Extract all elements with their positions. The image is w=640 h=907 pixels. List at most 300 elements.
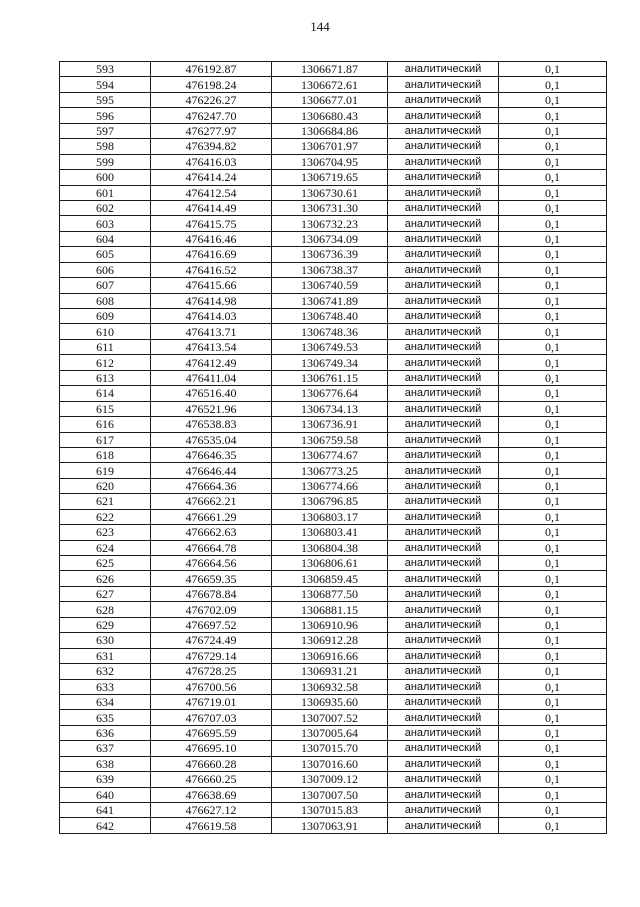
- precision-cell: 0,1: [499, 586, 607, 601]
- method-cell: аналитический: [388, 633, 499, 648]
- coord-x-cell: 476724.49: [151, 633, 272, 648]
- precision-cell: 0,1: [499, 309, 607, 324]
- coord-y-cell: 1306759.58: [272, 432, 388, 447]
- method-cell: аналитический: [388, 803, 499, 818]
- point-number-cell: 595: [60, 92, 151, 107]
- coord-x-cell: 476664.36: [151, 478, 272, 493]
- method-cell: аналитический: [388, 725, 499, 740]
- method-cell: аналитический: [388, 617, 499, 632]
- coord-x-cell: 476646.35: [151, 447, 272, 462]
- method-cell: аналитический: [388, 77, 499, 92]
- table-row: [60, 540, 607, 555]
- coord-y-cell: 1306684.86: [272, 123, 388, 138]
- method-cell: аналитический: [388, 324, 499, 339]
- precision-cell: 0,1: [499, 139, 607, 154]
- method-cell: аналитический: [388, 293, 499, 308]
- coord-x-cell: 476659.35: [151, 571, 272, 586]
- point-number-cell: 636: [60, 725, 151, 740]
- coord-y-cell: 1306738.37: [272, 262, 388, 277]
- coord-y-cell: 1306719.65: [272, 170, 388, 185]
- precision-cell: 0,1: [499, 571, 607, 586]
- coord-x-cell: 476662.63: [151, 525, 272, 540]
- point-number-cell: 616: [60, 417, 151, 432]
- method-cell: аналитический: [388, 494, 499, 509]
- precision-cell: 0,1: [499, 170, 607, 185]
- coord-x-cell: 476198.24: [151, 77, 272, 92]
- method-cell: аналитический: [388, 509, 499, 524]
- coord-x-cell: 476662.21: [151, 494, 272, 509]
- point-number-cell: 603: [60, 216, 151, 231]
- coord-x-cell: 476664.56: [151, 556, 272, 571]
- point-number-cell: 598: [60, 139, 151, 154]
- precision-cell: 0,1: [499, 725, 607, 740]
- precision-cell: 0,1: [499, 447, 607, 462]
- table-row: [60, 463, 607, 478]
- coord-y-cell: 1306748.36: [272, 324, 388, 339]
- method-cell: аналитический: [388, 432, 499, 447]
- table-row: [60, 339, 607, 354]
- point-number-cell: 624: [60, 540, 151, 555]
- point-number-cell: 601: [60, 185, 151, 200]
- table-row: [60, 370, 607, 385]
- precision-cell: 0,1: [499, 339, 607, 354]
- method-cell: аналитический: [388, 694, 499, 709]
- precision-cell: 0,1: [499, 648, 607, 663]
- coord-y-cell: 1307016.60: [272, 756, 388, 771]
- coord-x-cell: 476414.49: [151, 200, 272, 215]
- precision-cell: 0,1: [499, 664, 607, 679]
- coord-x-cell: 476646.44: [151, 463, 272, 478]
- method-cell: аналитический: [388, 231, 499, 246]
- point-number-cell: 596: [60, 108, 151, 123]
- coord-x-cell: 476414.98: [151, 293, 272, 308]
- coord-y-cell: 1306671.87: [272, 62, 388, 77]
- coord-y-cell: 1306748.40: [272, 309, 388, 324]
- method-cell: аналитический: [388, 540, 499, 555]
- coord-x-cell: 476414.24: [151, 170, 272, 185]
- table-row: [60, 108, 607, 123]
- coord-y-cell: 1306677.01: [272, 92, 388, 107]
- point-number-cell: 618: [60, 447, 151, 462]
- coord-y-cell: 1306731.30: [272, 200, 388, 215]
- precision-cell: 0,1: [499, 509, 607, 524]
- method-cell: аналитический: [388, 710, 499, 725]
- coord-x-cell: 476413.54: [151, 339, 272, 354]
- precision-cell: 0,1: [499, 92, 607, 107]
- table-row: [60, 494, 607, 509]
- table-row: [60, 756, 607, 771]
- point-number-cell: 633: [60, 679, 151, 694]
- method-cell: аналитический: [388, 262, 499, 277]
- table-row: [60, 679, 607, 694]
- coordinates-table: [59, 61, 607, 834]
- precision-cell: 0,1: [499, 803, 607, 818]
- table-row: [60, 803, 607, 818]
- table-row: [60, 772, 607, 787]
- coord-y-cell: 1306740.59: [272, 278, 388, 293]
- method-cell: аналитический: [388, 386, 499, 401]
- point-number-cell: 627: [60, 586, 151, 601]
- method-cell: аналитический: [388, 586, 499, 601]
- coord-x-cell: 476700.56: [151, 679, 272, 694]
- method-cell: аналитический: [388, 772, 499, 787]
- table-row: [60, 231, 607, 246]
- coord-y-cell: 1306761.15: [272, 370, 388, 385]
- coord-y-cell: 1307007.52: [272, 710, 388, 725]
- point-number-cell: 640: [60, 787, 151, 802]
- table-row: [60, 556, 607, 571]
- precision-cell: 0,1: [499, 694, 607, 709]
- table-row: [60, 154, 607, 169]
- coord-x-cell: 476247.70: [151, 108, 272, 123]
- precision-cell: 0,1: [499, 710, 607, 725]
- precision-cell: 0,1: [499, 602, 607, 617]
- point-number-cell: 611: [60, 339, 151, 354]
- table-row: [60, 633, 607, 648]
- table-row: [60, 262, 607, 277]
- precision-cell: 0,1: [499, 77, 607, 92]
- point-number-cell: 642: [60, 818, 151, 833]
- coord-x-cell: 476535.04: [151, 432, 272, 447]
- precision-cell: 0,1: [499, 185, 607, 200]
- precision-cell: 0,1: [499, 216, 607, 231]
- method-cell: аналитический: [388, 787, 499, 802]
- table-row: [60, 386, 607, 401]
- point-number-cell: 599: [60, 154, 151, 169]
- method-cell: аналитический: [388, 818, 499, 833]
- coord-x-cell: 476414.03: [151, 309, 272, 324]
- coord-x-cell: 476412.49: [151, 355, 272, 370]
- table-row: [60, 278, 607, 293]
- method-cell: аналитический: [388, 355, 499, 370]
- coord-y-cell: 1306803.17: [272, 509, 388, 524]
- coord-y-cell: 1306701.97: [272, 139, 388, 154]
- point-number-cell: 637: [60, 741, 151, 756]
- coord-x-cell: 476416.03: [151, 154, 272, 169]
- coord-y-cell: 1306736.91: [272, 417, 388, 432]
- coord-y-cell: 1306806.61: [272, 556, 388, 571]
- point-number-cell: 632: [60, 664, 151, 679]
- coord-y-cell: 1306776.64: [272, 386, 388, 401]
- point-number-cell: 629: [60, 617, 151, 632]
- coord-y-cell: 1306932.58: [272, 679, 388, 694]
- precision-cell: 0,1: [499, 386, 607, 401]
- precision-cell: 0,1: [499, 324, 607, 339]
- coord-x-cell: 476695.10: [151, 741, 272, 756]
- coord-x-cell: 476638.69: [151, 787, 272, 802]
- table-row: [60, 664, 607, 679]
- method-cell: аналитический: [388, 92, 499, 107]
- method-cell: аналитический: [388, 525, 499, 540]
- point-number-cell: 621: [60, 494, 151, 509]
- coord-y-cell: 1306803.41: [272, 525, 388, 540]
- method-cell: аналитический: [388, 139, 499, 154]
- coord-y-cell: 1306912.28: [272, 633, 388, 648]
- coord-x-cell: 476707.03: [151, 710, 272, 725]
- point-number-cell: 597: [60, 123, 151, 138]
- precision-cell: 0,1: [499, 370, 607, 385]
- coord-y-cell: 1306804.38: [272, 540, 388, 555]
- coord-x-cell: 476702.09: [151, 602, 272, 617]
- precision-cell: 0,1: [499, 494, 607, 509]
- coord-y-cell: 1306732.23: [272, 216, 388, 231]
- table-row: [60, 710, 607, 725]
- method-cell: аналитический: [388, 108, 499, 123]
- coord-y-cell: 1306774.66: [272, 478, 388, 493]
- coord-y-cell: 1307015.70: [272, 741, 388, 756]
- coord-x-cell: 476416.52: [151, 262, 272, 277]
- table-row: [60, 123, 607, 138]
- point-number-cell: 593: [60, 62, 151, 77]
- table-row: [60, 293, 607, 308]
- method-cell: аналитический: [388, 247, 499, 262]
- precision-cell: 0,1: [499, 772, 607, 787]
- precision-cell: 0,1: [499, 123, 607, 138]
- coord-y-cell: 1306730.61: [272, 185, 388, 200]
- method-cell: аналитический: [388, 200, 499, 215]
- point-number-cell: 630: [60, 633, 151, 648]
- precision-cell: 0,1: [499, 540, 607, 555]
- precision-cell: 0,1: [499, 417, 607, 432]
- table-row: [60, 787, 607, 802]
- point-number-cell: 609: [60, 309, 151, 324]
- precision-cell: 0,1: [499, 401, 607, 416]
- coord-x-cell: 476516.40: [151, 386, 272, 401]
- precision-cell: 0,1: [499, 818, 607, 833]
- method-cell: аналитический: [388, 278, 499, 293]
- table-row: [60, 200, 607, 215]
- precision-cell: 0,1: [499, 525, 607, 540]
- precision-cell: 0,1: [499, 633, 607, 648]
- page-number: 144: [310, 19, 330, 34]
- precision-cell: 0,1: [499, 247, 607, 262]
- coord-x-cell: 476697.52: [151, 617, 272, 632]
- method-cell: аналитический: [388, 602, 499, 617]
- method-cell: аналитический: [388, 370, 499, 385]
- method-cell: аналитический: [388, 447, 499, 462]
- table-row: [60, 247, 607, 262]
- coord-y-cell: 1306704.95: [272, 154, 388, 169]
- coord-x-cell: 476695.59: [151, 725, 272, 740]
- coord-y-cell: 1306773.25: [272, 463, 388, 478]
- point-number-cell: 614: [60, 386, 151, 401]
- coord-y-cell: 1307015.83: [272, 803, 388, 818]
- coord-x-cell: 476627.12: [151, 803, 272, 818]
- point-number-cell: 608: [60, 293, 151, 308]
- point-number-cell: 613: [60, 370, 151, 385]
- point-number-cell: 639: [60, 772, 151, 787]
- point-number-cell: 620: [60, 478, 151, 493]
- point-number-cell: 604: [60, 231, 151, 246]
- coord-y-cell: 1306749.34: [272, 355, 388, 370]
- coord-x-cell: 476728.25: [151, 664, 272, 679]
- coord-x-cell: 476664.78: [151, 540, 272, 555]
- coord-x-cell: 476660.25: [151, 772, 272, 787]
- coord-x-cell: 476719.01: [151, 694, 272, 709]
- precision-cell: 0,1: [499, 355, 607, 370]
- coord-x-cell: 476415.75: [151, 216, 272, 231]
- coord-x-cell: 476678.84: [151, 586, 272, 601]
- coord-y-cell: 1306734.13: [272, 401, 388, 416]
- coord-x-cell: 476661.29: [151, 509, 272, 524]
- coord-y-cell: 1306931.21: [272, 664, 388, 679]
- precision-cell: 0,1: [499, 200, 607, 215]
- table-row: [60, 725, 607, 740]
- method-cell: аналитический: [388, 216, 499, 231]
- point-number-cell: 617: [60, 432, 151, 447]
- point-number-cell: 615: [60, 401, 151, 416]
- method-cell: аналитический: [388, 648, 499, 663]
- coord-x-cell: 476415.66: [151, 278, 272, 293]
- table-row: [60, 694, 607, 709]
- point-number-cell: 612: [60, 355, 151, 370]
- table-row: [60, 417, 607, 432]
- table-row: [60, 324, 607, 339]
- table-row: [60, 571, 607, 586]
- precision-cell: 0,1: [499, 787, 607, 802]
- point-number-cell: 594: [60, 77, 151, 92]
- precision-cell: 0,1: [499, 62, 607, 77]
- method-cell: аналитический: [388, 170, 499, 185]
- precision-cell: 0,1: [499, 154, 607, 169]
- precision-cell: 0,1: [499, 617, 607, 632]
- point-number-cell: 638: [60, 756, 151, 771]
- coord-x-cell: 476192.87: [151, 62, 272, 77]
- coord-y-cell: 1306680.43: [272, 108, 388, 123]
- point-number-cell: 623: [60, 525, 151, 540]
- method-cell: аналитический: [388, 185, 499, 200]
- point-number-cell: 628: [60, 602, 151, 617]
- coord-x-cell: 476412.54: [151, 185, 272, 200]
- point-number-cell: 600: [60, 170, 151, 185]
- table-row: [60, 170, 607, 185]
- coord-y-cell: 1306774.67: [272, 447, 388, 462]
- method-cell: аналитический: [388, 463, 499, 478]
- coord-x-cell: 476277.97: [151, 123, 272, 138]
- precision-cell: 0,1: [499, 432, 607, 447]
- table-row: [60, 602, 607, 617]
- coord-y-cell: 1307063.91: [272, 818, 388, 833]
- method-cell: аналитический: [388, 571, 499, 586]
- table-row: [60, 92, 607, 107]
- method-cell: аналитический: [388, 679, 499, 694]
- coord-y-cell: 1307009.12: [272, 772, 388, 787]
- coord-x-cell: 476394.82: [151, 139, 272, 154]
- precision-cell: 0,1: [499, 293, 607, 308]
- coord-y-cell: 1306672.61: [272, 77, 388, 92]
- method-cell: аналитический: [388, 62, 499, 77]
- table-row: [60, 139, 607, 154]
- precision-cell: 0,1: [499, 108, 607, 123]
- table-row: [60, 525, 607, 540]
- precision-cell: 0,1: [499, 741, 607, 756]
- point-number-cell: 626: [60, 571, 151, 586]
- method-cell: аналитический: [388, 478, 499, 493]
- coord-x-cell: 476660.28: [151, 756, 272, 771]
- table-row: [60, 617, 607, 632]
- precision-cell: 0,1: [499, 278, 607, 293]
- point-number-cell: 607: [60, 278, 151, 293]
- precision-cell: 0,1: [499, 262, 607, 277]
- coord-x-cell: 476521.96: [151, 401, 272, 416]
- method-cell: аналитический: [388, 123, 499, 138]
- table-row: [60, 216, 607, 231]
- precision-cell: 0,1: [499, 463, 607, 478]
- coord-y-cell: 1306796.85: [272, 494, 388, 509]
- coord-y-cell: 1306741.89: [272, 293, 388, 308]
- point-number-cell: 641: [60, 803, 151, 818]
- coord-y-cell: 1306935.60: [272, 694, 388, 709]
- coordinates-table-body: [60, 62, 607, 834]
- method-cell: аналитический: [388, 154, 499, 169]
- table-row: [60, 648, 607, 663]
- point-number-cell: 631: [60, 648, 151, 663]
- coord-y-cell: 1306736.39: [272, 247, 388, 262]
- method-cell: аналитический: [388, 401, 499, 416]
- table-row: [60, 586, 607, 601]
- coord-x-cell: 476538.83: [151, 417, 272, 432]
- table-row: [60, 309, 607, 324]
- coord-y-cell: 1306734.09: [272, 231, 388, 246]
- point-number-cell: 634: [60, 694, 151, 709]
- point-number-cell: 606: [60, 262, 151, 277]
- precision-cell: 0,1: [499, 679, 607, 694]
- point-number-cell: 625: [60, 556, 151, 571]
- coord-x-cell: 476729.14: [151, 648, 272, 663]
- coord-y-cell: 1306881.15: [272, 602, 388, 617]
- method-cell: аналитический: [388, 741, 499, 756]
- table-row: [60, 509, 607, 524]
- method-cell: аналитический: [388, 556, 499, 571]
- coord-y-cell: 1306916.66: [272, 648, 388, 663]
- point-number-cell: 602: [60, 200, 151, 215]
- table-row: [60, 401, 607, 416]
- coord-x-cell: 476411.04: [151, 370, 272, 385]
- coord-y-cell: 1306749.53: [272, 339, 388, 354]
- method-cell: аналитический: [388, 664, 499, 679]
- method-cell: аналитический: [388, 339, 499, 354]
- coord-y-cell: 1307007.50: [272, 787, 388, 802]
- coord-x-cell: 476416.69: [151, 247, 272, 262]
- coord-x-cell: 476413.71: [151, 324, 272, 339]
- table-row: [60, 741, 607, 756]
- point-number-cell: 605: [60, 247, 151, 262]
- precision-cell: 0,1: [499, 478, 607, 493]
- method-cell: аналитический: [388, 417, 499, 432]
- table-row: [60, 185, 607, 200]
- table-row: [60, 447, 607, 462]
- table-row: [60, 62, 607, 77]
- table-row: [60, 818, 607, 833]
- table-row: [60, 77, 607, 92]
- precision-cell: 0,1: [499, 756, 607, 771]
- method-cell: аналитический: [388, 309, 499, 324]
- precision-cell: 0,1: [499, 231, 607, 246]
- table-row: [60, 355, 607, 370]
- point-number-cell: 619: [60, 463, 151, 478]
- point-number-cell: 622: [60, 509, 151, 524]
- coord-x-cell: 476416.46: [151, 231, 272, 246]
- table-row: [60, 478, 607, 493]
- precision-cell: 0,1: [499, 556, 607, 571]
- coord-x-cell: 476226.27: [151, 92, 272, 107]
- coord-x-cell: 476619.58: [151, 818, 272, 833]
- coord-y-cell: 1306877.50: [272, 586, 388, 601]
- coord-y-cell: 1306910.96: [272, 617, 388, 632]
- table-row: [60, 432, 607, 447]
- point-number-cell: 635: [60, 710, 151, 725]
- method-cell: аналитический: [388, 756, 499, 771]
